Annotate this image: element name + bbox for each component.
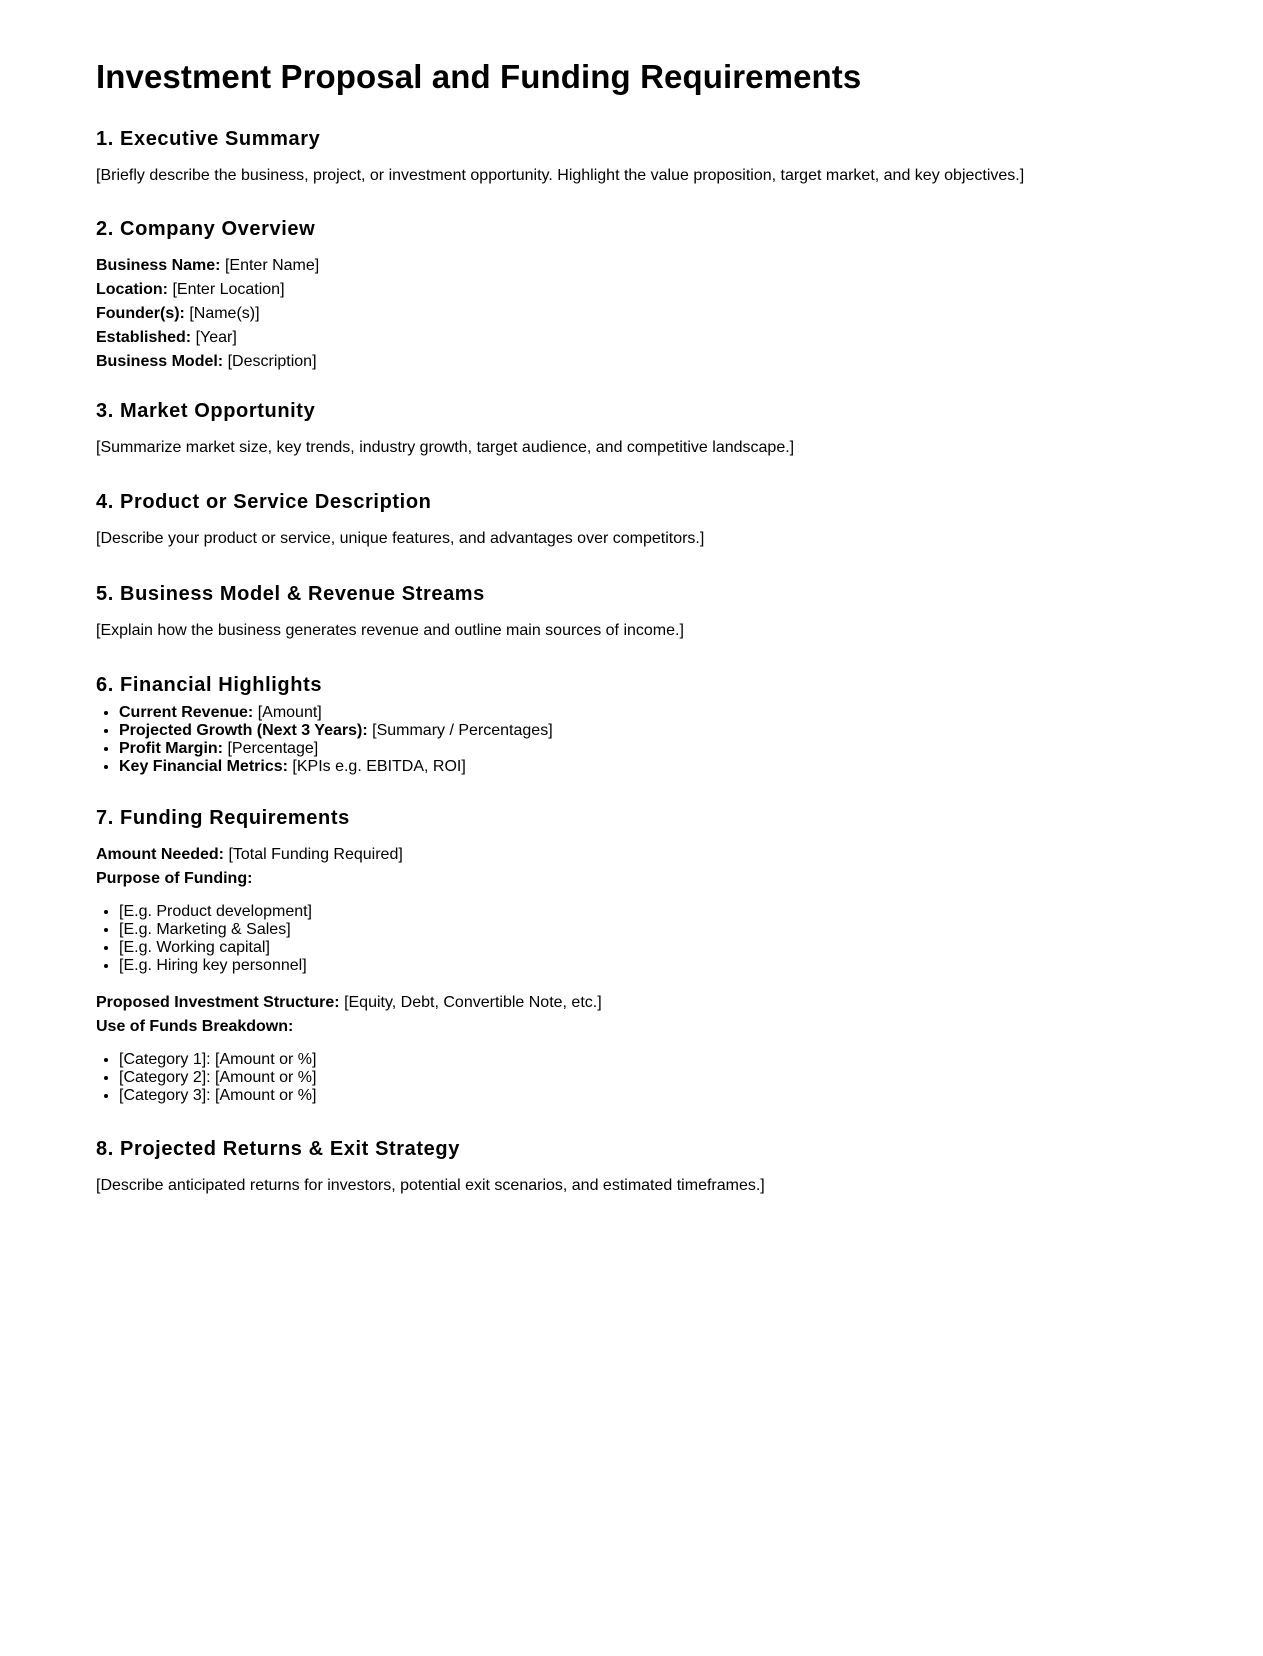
field-label: Founder(s): [96, 305, 185, 322]
section-product-service [96, 489, 1167, 549]
field-value: [Name(s)] [189, 305, 260, 322]
field-business-model [96, 352, 1167, 372]
section-company-overview [96, 216, 1167, 372]
section-heading: 7. Funding Requirements [96, 807, 350, 829]
financial-highlights-list [96, 704, 1167, 776]
section-body: [Briefly describe the business, project, or investment opportunity. Highlight the value proposition, target market, and key objectives.] [96, 167, 1025, 184]
section-heading: 5. Business Model & Revenue Streams [96, 583, 485, 605]
field-purpose-of-funding [96, 869, 1167, 889]
section-market-opportunity [96, 398, 1167, 458]
list-item: • [E.g. Marketing & Sales] [119, 921, 1167, 939]
field-label: Amount Needed: [96, 846, 224, 863]
item-label: Key Financial Metrics: [119, 758, 288, 775]
use-of-funds-list [96, 1051, 1167, 1105]
list-item: • [E.g. Working capital] [119, 939, 1167, 957]
field-label: Location: [96, 281, 168, 298]
section-body: [Summarize market size, key trends, industry growth, target audience, and competitive landscape.] [96, 439, 795, 456]
field-value: [Enter Name] [224, 257, 320, 274]
field-established [96, 328, 1167, 348]
list-item [119, 704, 1167, 722]
section-body: [Describe your product or service, unique features, and advantages over competitors.] [96, 530, 705, 547]
section-heading: 8. Projected Returns & Exit Strategy [96, 1138, 460, 1160]
section-heading: 2. Company Overview [96, 218, 316, 240]
section-heading: 4. Product or Service Description [96, 491, 432, 513]
field-use-of-funds [96, 1017, 1167, 1037]
list-item: • [E.g. Hiring key personnel] [119, 957, 1167, 975]
field-value: [Equity, Debt, Convertible Note, etc.] [344, 994, 602, 1011]
section-body: [Describe anticipated returns for investors, potential exit scenarios, and estimated timeframes.] [96, 1177, 765, 1194]
field-label: Purpose of Funding: [96, 870, 253, 887]
field-value: [Year] [195, 329, 237, 346]
item-label: Profit Margin: [119, 740, 223, 757]
field-value: [Description] [227, 353, 317, 370]
list-item: • [Category 3]: [Amount or %] [119, 1087, 1167, 1105]
field-location [96, 280, 1167, 300]
field-label: Proposed Investment Structure: [96, 994, 340, 1011]
section-financial-highlights [96, 672, 1167, 776]
item-value: [Percentage] [227, 740, 319, 757]
section-funding-requirements [96, 805, 1167, 1105]
field-label: Use of Funds Breakdown: [96, 1018, 294, 1035]
list-item [119, 722, 1167, 740]
document-title: Investment Proposal and Funding Requirements [96, 58, 862, 95]
list-item [119, 740, 1167, 758]
purpose-of-funding-list [96, 903, 1167, 975]
field-business-name [96, 256, 1167, 276]
field-value: [Total Funding Required] [228, 846, 403, 863]
field-label: Established: [96, 329, 192, 346]
section-returns-exit [96, 1136, 1167, 1196]
section-body: [Explain how the business generates revenue and outline main sources of income.] [96, 622, 684, 639]
section-heading: 1. Executive Summary [96, 128, 321, 150]
list-item [119, 758, 1167, 776]
list-item: • [E.g. Product development] [119, 903, 1167, 921]
item-value: [KPIs e.g. EBITDA, ROI] [292, 758, 466, 775]
list-item: • [Category 1]: [Amount or %] [119, 1051, 1167, 1069]
section-business-model [96, 581, 1167, 641]
item-value: [Amount] [257, 704, 322, 721]
field-investment-structure [96, 993, 1167, 1013]
item-label: Projected Growth (Next 3 Years): [119, 722, 368, 739]
item-label: Current Revenue: [119, 704, 254, 721]
section-heading: 3. Market Opportunity [96, 400, 316, 422]
section-executive-summary [96, 126, 1167, 186]
item-value: [Summary / Percentages] [372, 722, 553, 739]
field-label: Business Name: [96, 257, 221, 274]
field-founders [96, 304, 1167, 324]
field-value: [Enter Location] [172, 281, 285, 298]
list-item: • [Category 2]: [Amount or %] [119, 1069, 1167, 1087]
section-heading: 6. Financial Highlights [96, 674, 323, 696]
field-amount-needed [96, 845, 1167, 865]
field-label: Business Model: [96, 353, 224, 370]
